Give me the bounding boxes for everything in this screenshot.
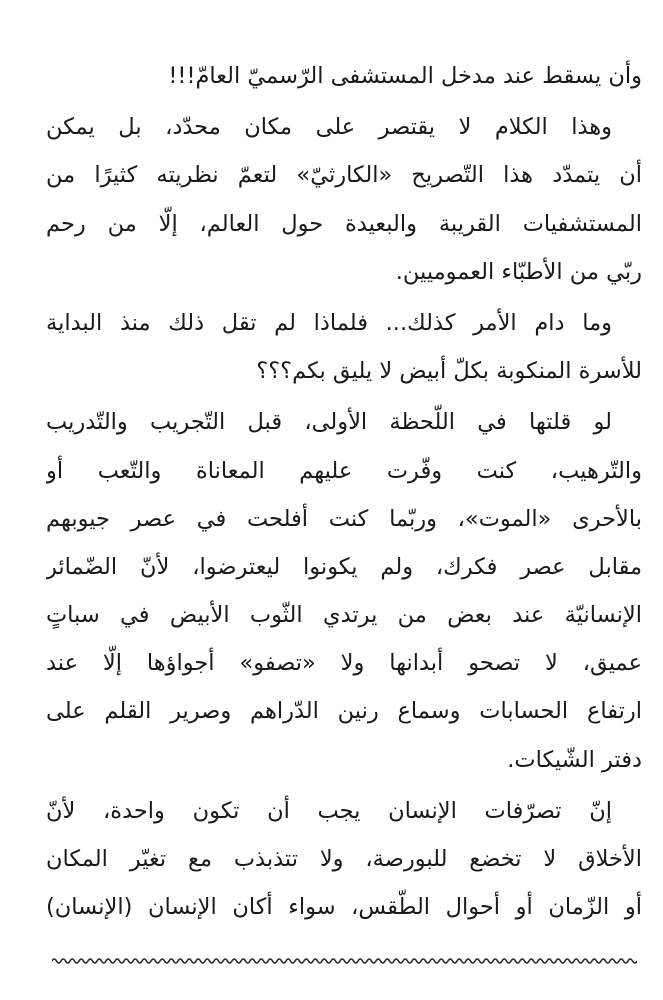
text-line: لو قلتها في اللّحظة الأولى، قبل التّجريب والتّدريب: [46, 409, 612, 436]
text-line: أن يتمدّد هذا التّصريح «الكارثيّ» لتعمّ نظريته كثيرًا من: [46, 162, 642, 189]
text-line: ربّي من الأطبّاء العموميين.: [395, 258, 642, 285]
text-line: ارتفاع الحسابات وسماع رنين الدّراهم وصرير القلم على: [46, 698, 642, 725]
paragraph: [46, 787, 642, 932]
wavy-divider: [52, 955, 637, 967]
text-line: مقابل عصر فكرك، ولم يكونوا ليعترضوا، لأنّ الضّمائر: [46, 553, 642, 580]
text-line: الإنسانيّة عند بعض من يرتدي الثّوب الأبيض في سباتٍ: [46, 602, 642, 629]
text-line: دفتر الشّيكات.: [507, 746, 642, 773]
text-line: المستشفيات القريبة والبعيدة حول العالم، إلّا من رحم: [46, 210, 642, 237]
paragraph: [46, 299, 642, 395]
text-line: الأخلاق لا تخضع للبورصة، ولا تتذبذب مع تغيّر المكان: [46, 846, 642, 872]
text-line: أو الزّمان أو أحوال الطّقس، سواء أكان الإنسان (الإنسان): [46, 894, 642, 921]
text-line: وهذا الكلام لا يقتصر على مكان محدّد، بل يمكن: [46, 114, 612, 141]
text-line: وما دام الأمر كذلك... فلماذا لم تقل ذلك منذ البداية: [46, 309, 612, 336]
text-line: للأسرة المنكوبة بكلّ أبيض لا يليق بكم؟؟؟: [256, 358, 642, 385]
text-line: إنّ تصرّفات الإنسان يجب أن تكون واحدة، لأنّ: [46, 797, 612, 824]
text-line: عميق، لا تصحو أبدانها ولا «تصفو» أجواؤها إلّا عند: [46, 650, 642, 677]
paragraph: [46, 52, 642, 100]
page-text: [46, 52, 642, 931]
text-line: والتّرهيب، كنت وفّرت عليهم المعاناة والتّعب أو: [46, 457, 642, 484]
paragraph: [46, 398, 642, 784]
paragraph: [46, 103, 642, 296]
text-line: بالأحرى «الموت»، وربّما كنت أفلحت في عصر جيوبهم: [46, 505, 642, 532]
text-line: وأن يسقط عند مدخل المستشفى الرّسميّ العامّ!!!: [168, 63, 642, 89]
